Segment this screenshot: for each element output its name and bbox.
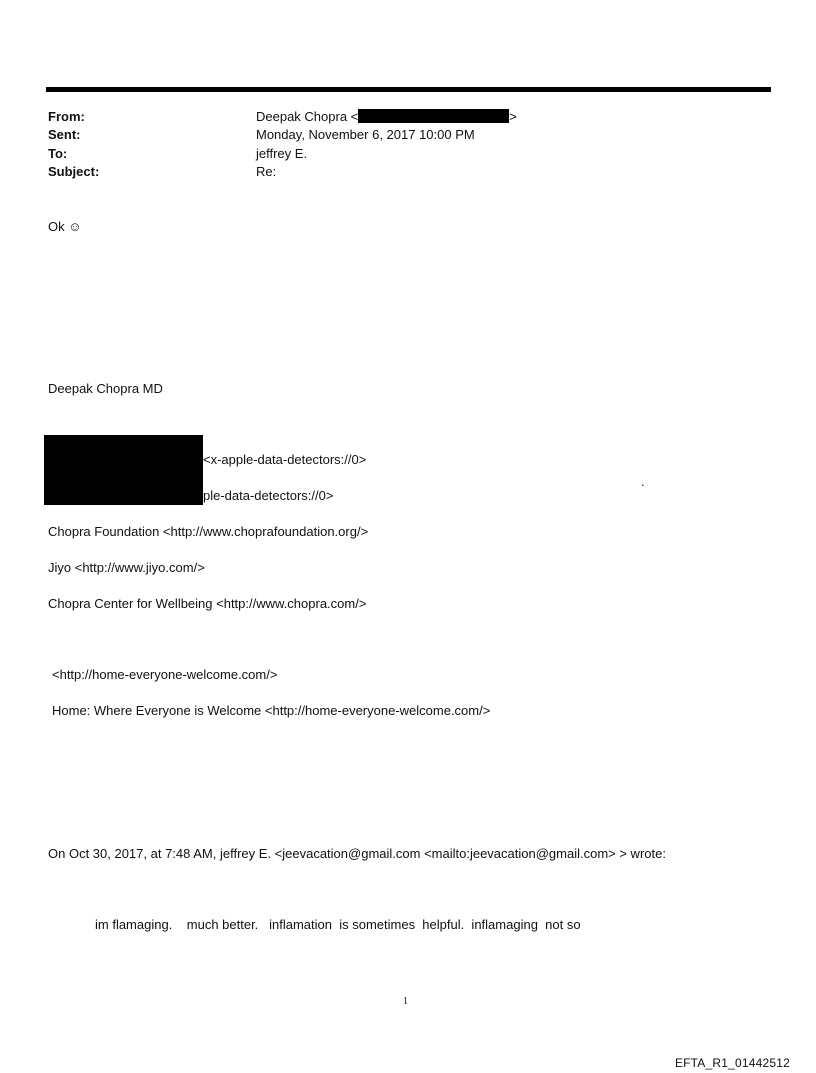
to-value: jeffrey E. bbox=[256, 146, 308, 161]
header-rule bbox=[46, 87, 771, 92]
from-value bbox=[256, 109, 517, 125]
link-home-title[interactable]: Home: Where Everyone is Welcome <http://home-everyone-welcome.com/> bbox=[52, 703, 491, 718]
document-id: EFTA_R1_01442512 bbox=[674, 1056, 790, 1070]
redaction-bar bbox=[358, 109, 509, 123]
quote-header: On Oct 30, 2017, at 7:48 AM, jeffrey E. <jeevacation@gmail.com <mailto:jeevacation@gmail.com> > wrote: bbox=[48, 846, 666, 861]
from-label: From: bbox=[48, 109, 85, 124]
link-chopra-foundation[interactable]: Chopra Foundation <http://www.choprafoundation.org/> bbox=[48, 524, 369, 539]
link-home-url[interactable]: <http://home-everyone-welcome.com/> bbox=[52, 667, 278, 682]
signature-name: Deepak Chopra MD bbox=[48, 381, 163, 396]
sent-label: Sent: bbox=[48, 127, 81, 142]
page-number: 1 bbox=[403, 996, 408, 1007]
signature-redaction-block bbox=[44, 435, 203, 505]
subject-value: Re: bbox=[256, 164, 277, 179]
sent-value: Monday, November 6, 2017 10:00 PM bbox=[256, 127, 475, 142]
subject-label: Subject: bbox=[48, 164, 100, 179]
stray-mark: . bbox=[641, 474, 645, 489]
to-label: To: bbox=[48, 146, 68, 161]
from-email-close: > bbox=[509, 109, 517, 124]
from-name: Deepak Chopra < bbox=[256, 109, 359, 124]
link-jiyo[interactable]: Jiyo <http://www.jiyo.com/> bbox=[48, 560, 205, 575]
link-chopra-center[interactable]: Chopra Center for Wellbeing <http://www.chopra.com/> bbox=[48, 596, 367, 611]
signature-line-1: <x-apple-data-detectors://0> bbox=[203, 452, 367, 467]
signature-line-2: ple-data-detectors://0> bbox=[203, 488, 334, 503]
quoted-text: im flamaging. much better. inflamation is sometimes helpful. inflamaging not so bbox=[95, 917, 581, 932]
greeting: Ok ☺ bbox=[48, 219, 82, 234]
